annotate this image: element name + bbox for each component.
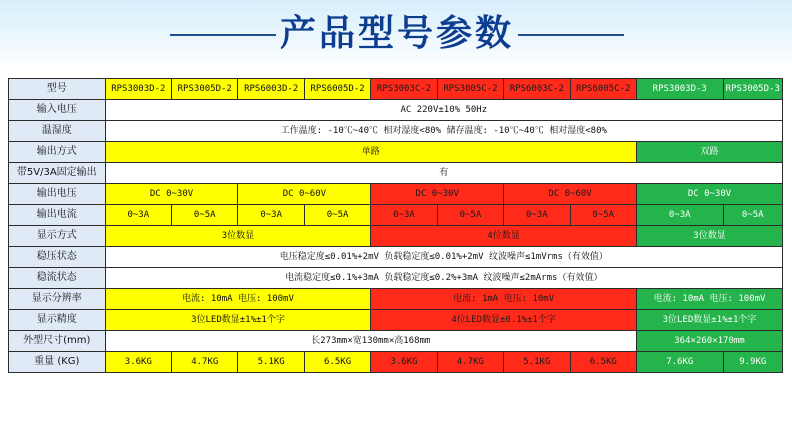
table-cell: RPS3003D-2	[105, 79, 171, 100]
table-cell: 6.5KG	[304, 352, 370, 373]
table-cell: 3.6KG	[105, 352, 171, 373]
row-label: 输出电流	[9, 205, 106, 226]
table-cell: 3位数显	[636, 226, 782, 247]
table-cell: AC 220V±10% 50Hz	[105, 100, 782, 121]
table-cell: 6.5KG	[570, 352, 636, 373]
table-cell: 电流: 1mA 电压: 10mV	[371, 289, 637, 310]
table-cell: RPS6005D-2	[304, 79, 370, 100]
table-cell: 0~5A	[437, 205, 503, 226]
table-cell: RPS6005C-2	[570, 79, 636, 100]
row-label: 外型尺寸(mm)	[9, 331, 106, 352]
page-title: 产品型号参数	[279, 13, 514, 54]
table-cell: 4位数显	[371, 226, 637, 247]
table-cell: 0~3A	[238, 205, 304, 226]
table-cell: 电流: 10mA 电压: 100mV	[636, 289, 782, 310]
row-label: 重量 (KG)	[9, 352, 106, 373]
row-label: 带5V/3A固定输出	[9, 163, 106, 184]
table-row	[9, 142, 783, 163]
table-cell: 7.6KG	[636, 352, 723, 373]
table-cell: 3.6KG	[371, 352, 437, 373]
table-cell: DC 0~30V	[636, 184, 782, 205]
row-label: 显示精度	[9, 310, 106, 331]
table-cell: 3位数显	[105, 226, 371, 247]
table-cell: 0~3A	[371, 205, 437, 226]
table-cell: 0~3A	[636, 205, 723, 226]
table-row	[9, 205, 783, 226]
table-cell: 0~3A	[504, 205, 570, 226]
table-cell: RPS3005C-2	[437, 79, 503, 100]
table-cell: 0~5A	[723, 205, 782, 226]
row-label: 输出电压	[9, 184, 106, 205]
header-right-rule	[518, 34, 624, 36]
table-cell: 4.7KG	[172, 352, 238, 373]
table-cell: RPS6003D-2	[238, 79, 304, 100]
table-row	[9, 352, 783, 373]
table-cell: 4位LED数显±0.1%±1个字	[371, 310, 637, 331]
row-label: 型号	[9, 79, 106, 100]
table-cell: DC 0~30V	[105, 184, 238, 205]
table-cell: 0~5A	[304, 205, 370, 226]
table-row	[9, 100, 783, 121]
row-label: 温湿度	[9, 121, 106, 142]
table-row	[9, 184, 783, 205]
table-cell: 3位LED数显±1%±1个字	[105, 310, 371, 331]
table-cell: 有	[105, 163, 782, 184]
table-row	[9, 289, 783, 310]
page-header	[0, 0, 792, 72]
spec-table-body	[9, 79, 783, 373]
table-cell: 3位LED数显±1%±1个字	[636, 310, 782, 331]
table-row	[9, 121, 783, 142]
row-label: 输入电压	[9, 100, 106, 121]
table-cell: RPS3005D-3	[723, 79, 782, 100]
row-label: 输出方式	[9, 142, 106, 163]
table-cell: DC 0~60V	[504, 184, 637, 205]
row-label: 稳流状态	[9, 268, 106, 289]
row-label: 稳压状态	[9, 247, 106, 268]
table-cell: DC 0~30V	[371, 184, 504, 205]
table-cell: 5.1KG	[504, 352, 570, 373]
spec-table	[8, 78, 783, 373]
table-cell: 364×260×170mm	[636, 331, 782, 352]
table-row	[9, 268, 783, 289]
table-cell: RPS6003C-2	[504, 79, 570, 100]
table-row	[9, 247, 783, 268]
table-cell: 0~3A	[105, 205, 171, 226]
table-cell: 电流稳定度≤0.1%+3mA 负载稳定度≤0.2%+3mA 纹波噪声≤2mArms（有效值）	[105, 268, 782, 289]
table-cell: 5.1KG	[238, 352, 304, 373]
table-cell: 电流: 10mA 电压: 100mV	[105, 289, 371, 310]
table-cell: RPS3005D-2	[172, 79, 238, 100]
table-cell: DC 0~60V	[238, 184, 371, 205]
table-cell: RPS3003C-2	[371, 79, 437, 100]
table-row	[9, 226, 783, 247]
table-row	[9, 163, 783, 184]
table-cell: 0~5A	[570, 205, 636, 226]
table-row	[9, 310, 783, 331]
table-cell: 0~5A	[172, 205, 238, 226]
header-left-rule	[170, 34, 276, 36]
table-cell: 9.9KG	[723, 352, 782, 373]
table-row	[9, 79, 783, 100]
table-cell: 单路	[105, 142, 636, 163]
table-cell: 双路	[636, 142, 782, 163]
table-cell: RPS3003D-3	[636, 79, 723, 100]
table-cell: 4.7KG	[437, 352, 503, 373]
table-row	[9, 331, 783, 352]
row-label: 显示方式	[9, 226, 106, 247]
row-label: 显示分辨率	[9, 289, 106, 310]
table-cell: 长273mm×宽130mm×高168mm	[105, 331, 636, 352]
table-cell: 工作温度: -10℃~40℃ 相对湿度<80% 储存温度: -10℃~40℃ 相对湿度<80%	[105, 121, 782, 142]
table-cell: 电压稳定度≤0.01%+2mV 负载稳定度≤0.01%+2mV 纹波噪声≤1mVrms（有效值）	[105, 247, 782, 268]
